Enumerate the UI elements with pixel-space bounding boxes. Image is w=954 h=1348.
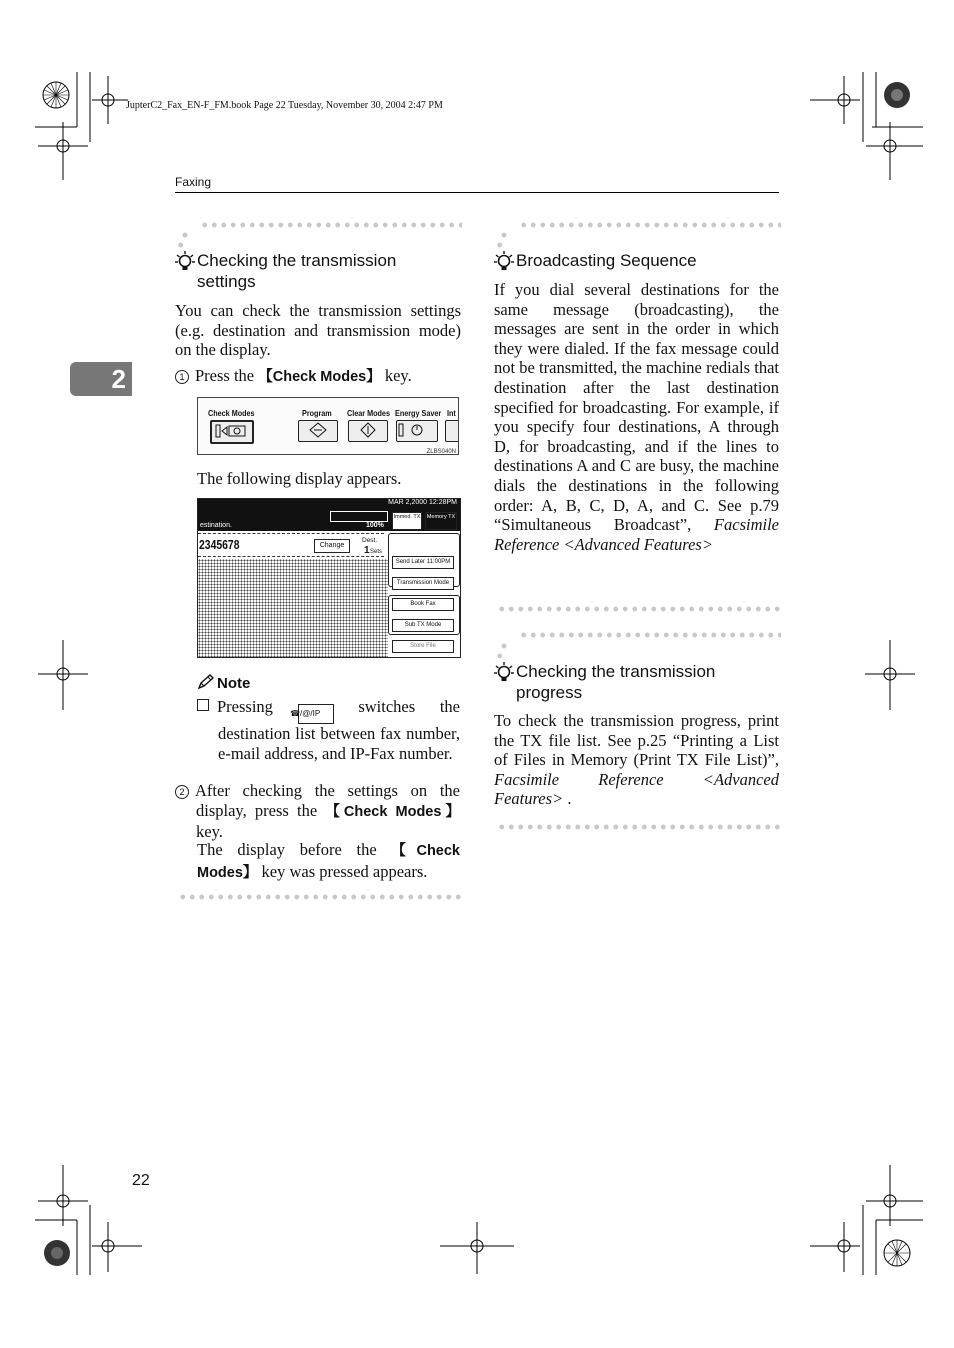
- lightbulb-icon: [494, 250, 515, 274]
- panel-label-program: Program: [302, 408, 332, 418]
- following-display-text: The following display appears.: [197, 469, 402, 488]
- step-2-result: [197, 840, 460, 883]
- hint-heading: [175, 250, 465, 292]
- dotted-rule: [495, 653, 503, 659]
- lcd-status-box: [330, 511, 388, 522]
- lcd-title-bar: [198, 499, 460, 509]
- progress-paragraph: [494, 711, 779, 809]
- progress-end: .: [563, 789, 572, 809]
- step2-follow-pre: The display before the: [197, 840, 392, 859]
- lcd-immed-tx-button[interactable]: Immed. TX: [392, 512, 422, 530]
- step-1: [175, 366, 461, 388]
- step-number: 1: [175, 370, 189, 384]
- progress-title-line1: Checking the transmission: [516, 662, 716, 681]
- lightbulb-icon: [494, 661, 515, 685]
- progress-text: To check the transmission progress, print the TX file list. See p.25 “Printing a List of Files in Memory (Print TX File List)”,: [494, 711, 779, 770]
- clear-modes-button[interactable]: [348, 420, 388, 442]
- step2-follow-post: key was pressed appears.: [257, 861, 428, 881]
- lightbulb-icon: [175, 250, 196, 274]
- program-button[interactable]: [298, 420, 338, 442]
- progress-reference: Facsimile Reference <Advanced Features>: [494, 769, 779, 809]
- energy-saver-icon: [397, 421, 437, 439]
- panel-label-check-modes: Check Modes: [208, 408, 255, 418]
- broadcast-reference: Facsimile Reference <Advanced Features>: [494, 515, 779, 554]
- dotted-rule: [176, 242, 184, 248]
- dotted-rule: [519, 632, 781, 638]
- destination-switch-key: ☎/@/IP: [298, 704, 334, 724]
- step-text-pre: Press the: [195, 366, 259, 385]
- hint-heading: [494, 250, 784, 271]
- dotted-rule: [178, 894, 462, 900]
- check-modes-key: 【Check Modes】: [197, 843, 460, 881]
- checkbox-bullet-icon: [197, 699, 209, 711]
- pencil-icon: [197, 674, 215, 690]
- lcd-destination-list: [198, 559, 388, 657]
- figure-code: ZLBS040N: [426, 449, 456, 455]
- dotted-rule: [497, 606, 781, 612]
- check-modes-icon: [212, 422, 252, 440]
- lcd-book-fax-button[interactable]: Book Fax: [392, 598, 454, 611]
- dotted-rule: [200, 222, 462, 228]
- progress-title-line2: progress: [516, 683, 583, 702]
- energy-saver-button[interactable]: [396, 420, 438, 442]
- hint-title-line2: settings: [197, 272, 256, 291]
- lcd-dest-count: 1: [364, 545, 370, 556]
- broadcast-text: If you dial several destinations for the same message (broadcasting), the messages are sent in the order in which they were dialed. If the fax message could not be transmitted, the machine redials that destination after the last destination specified for broadcasting. For example, if you specify four destinations, A through D, for broadcasting, and if the lines to destinations A and C are busy, the machine dials the destinations in the following order: A, B, C, D, A, and C. See p.79 “Simultaneous Broadcast”,: [494, 280, 779, 535]
- hint-heading: [494, 661, 784, 703]
- program-icon: [299, 421, 337, 439]
- chapter-tab: 2: [70, 362, 132, 396]
- registration-mark-icon: [36, 640, 96, 710]
- dotted-rule: [497, 824, 781, 830]
- panel-label-energy-saver: Energy Saver: [395, 408, 442, 418]
- registration-mark-icon: [440, 1222, 516, 1276]
- step-2: [175, 781, 460, 842]
- panel-label-clear-modes: Clear Modes: [347, 408, 390, 418]
- intro-paragraph: You can check the transmission settings (e.g. destination and transmission mode) on the display.: [175, 301, 461, 360]
- step2-text-post: key.: [196, 822, 223, 842]
- dotted-rule: [519, 222, 781, 228]
- step2-text-pre: After checking the settings on the display, press the: [195, 781, 460, 820]
- check-modes-key: 【Check Modes】: [258, 369, 381, 385]
- dotted-rule: [499, 232, 509, 238]
- control-panel-illustration: [197, 397, 459, 455]
- broadcast-title: Broadcasting Sequence: [516, 251, 697, 270]
- dotted-rule: [495, 242, 503, 248]
- lcd-change-button[interactable]: Change: [314, 539, 350, 553]
- lcd-memory-tx-button[interactable]: Memory TX: [425, 512, 457, 530]
- note-heading: [197, 674, 250, 692]
- step-text-post: key.: [380, 366, 412, 385]
- dotted-rule: [180, 232, 190, 238]
- check-modes-button[interactable]: [210, 420, 254, 444]
- header-rule: [175, 192, 779, 193]
- lcd-display-illustration: [197, 498, 461, 658]
- panel-label-int: Int: [447, 408, 456, 418]
- lcd-sets: Sets: [370, 549, 383, 555]
- registration-mark-icon: [808, 1160, 928, 1280]
- lcd-sub-tx-mode-button[interactable]: Sub TX Mode: [392, 619, 454, 632]
- note-text-pre: Pressing: [217, 697, 298, 716]
- book-meta: JupterC2_Fax_EN-F_FM.book Page 22 Tuesday, November 30, 2004 2:47 PM: [126, 100, 443, 111]
- registration-mark-icon: [860, 640, 920, 710]
- lcd-number: 2345678: [199, 537, 240, 552]
- note-item: [197, 697, 460, 763]
- lcd-send-later-button[interactable]: Send Later 11:00PM: [392, 556, 454, 569]
- note-heading-text: Note: [217, 675, 251, 692]
- hint-title-line1: Checking the transmission: [197, 251, 397, 270]
- clear-modes-icon: [349, 421, 387, 439]
- registration-mark-icon: [30, 62, 130, 192]
- lcd-store-file-button[interactable]: Store File: [392, 640, 454, 653]
- lcd-status-text: estination.: [200, 522, 232, 529]
- note-text-post: switches the destination list between fax number, e-mail address, and IP-Fax number.: [218, 697, 461, 763]
- broadcast-paragraph: [494, 280, 779, 554]
- page-number: 22: [132, 1172, 150, 1189]
- lcd-transmission-mode-button[interactable]: Transmission Mode: [392, 577, 454, 590]
- lcd-dest-label: Dest.: [362, 537, 378, 544]
- check-modes-key: 【Check Modes】: [325, 803, 460, 820]
- step-number: 2: [175, 785, 189, 799]
- section-label: Faxing: [175, 175, 212, 189]
- lcd-time: MAR 2,2000 12:28PM: [388, 499, 457, 506]
- dotted-rule: [499, 643, 509, 649]
- lcd-memory: 100%: [366, 522, 384, 529]
- interrupt-button[interactable]: [445, 420, 459, 442]
- registration-mark-icon: [808, 62, 928, 192]
